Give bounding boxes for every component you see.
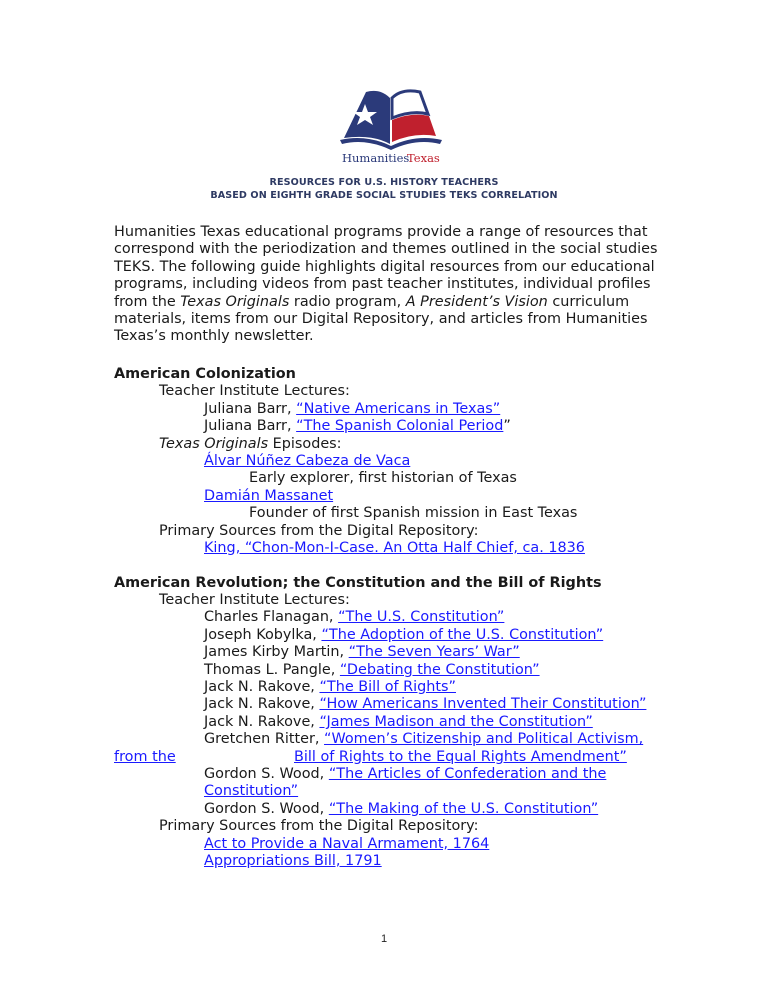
- lecture-link[interactable]: “James Madison and the Constitution”: [319, 713, 593, 730]
- lecture-item: [114, 662, 714, 679]
- sources-label: Primary Sources from the Digital Repository:: [159, 818, 479, 835]
- source-item: [114, 836, 714, 853]
- lecture-speaker: Thomas L. Pangle,: [204, 661, 340, 678]
- lecture-link[interactable]: “The Making of the U.S. Constitution”: [328, 800, 599, 817]
- intro-italic-texas-originals: Texas Originals: [180, 293, 290, 310]
- lecture-speaker: Gordon S. Wood,: [204, 800, 329, 817]
- lecture-link[interactable]: “Women’s Citizenship and Political Activism,: [324, 731, 644, 748]
- episode-description: Early explorer, first historian of Texas: [249, 470, 517, 487]
- lecture-link[interactable]: “Debating the Constitution”: [339, 661, 540, 678]
- lecture-speaker: Juliana Barr,: [204, 400, 297, 417]
- lecture-link[interactable]: “The Spanish Colonial Period: [296, 418, 504, 435]
- lecture-item: [114, 679, 714, 696]
- originals-label-italic: Texas Originals: [159, 435, 269, 452]
- lecture-link[interactable]: “The Articles of Confederation and the: [328, 765, 607, 782]
- lecture-item-wrap: [114, 749, 714, 766]
- logo-text-humanities: Humanities: [342, 151, 410, 165]
- source-link[interactable]: Act to Provide a Naval Armament, 1764: [204, 835, 490, 852]
- episode-description: Founder of first Spanish mission in East Texas: [249, 505, 578, 522]
- quote-suffix: ”: [503, 418, 511, 435]
- lecture-speaker: Jack N. Rakove,: [204, 713, 320, 730]
- lecture-item: [114, 801, 714, 818]
- originals-label-rest: Episodes:: [268, 435, 342, 452]
- lecture-speaker: Charles Flanagan,: [204, 609, 339, 626]
- originals-label: [114, 436, 714, 453]
- lecture-item: [114, 766, 714, 783]
- open-book-flag-icon: [336, 84, 446, 166]
- section-title: American Colonization: [114, 366, 296, 382]
- lecture-link-wrap[interactable]: Constitution”: [204, 783, 299, 800]
- page-number: 1: [380, 933, 388, 945]
- intro-italic-presidents-vision: A President’s Vision: [405, 293, 548, 310]
- resource-list: [114, 366, 714, 870]
- lecture-speaker: Jack N. Rakove,: [204, 696, 320, 713]
- lecture-link[interactable]: “The Seven Years’ War”: [348, 644, 520, 661]
- section-title: American Revolution; the Constitution and the Bill of Rights: [114, 574, 602, 591]
- lecture-item: [114, 401, 714, 418]
- intro-paragraph: [114, 224, 674, 346]
- lectures-label: Teacher Institute Lectures:: [159, 383, 350, 400]
- lecture-speaker: Joseph Kobylka,: [204, 626, 322, 643]
- episode-item: [114, 488, 714, 505]
- source-item: [114, 853, 714, 870]
- intro-text: curriculum materials, items from our Digital Repository, and articles from Humanities Texas’s monthly newsletter.: [114, 293, 648, 345]
- lecture-link-wrap-prefix[interactable]: from the: [114, 748, 176, 765]
- episode-link[interactable]: Álvar Núñez Cabeza de Vaca: [204, 452, 411, 469]
- lecture-item: [114, 418, 714, 435]
- lecture-item: [114, 644, 714, 661]
- lecture-item-wrap: [114, 783, 714, 800]
- lecture-speaker: James Kirby Martin,: [204, 644, 349, 661]
- lecture-speaker: Juliana Barr,: [204, 418, 297, 435]
- lecture-link[interactable]: “The Adoption of the U.S. Constitution”: [321, 626, 604, 643]
- document-heading: [0, 176, 768, 202]
- episode-link[interactable]: Damián Massanet: [204, 487, 334, 504]
- lecture-item: [114, 609, 714, 626]
- humanities-texas-logo: [336, 84, 446, 166]
- lecture-item: [114, 714, 714, 731]
- lecture-item: [114, 627, 714, 644]
- source-item: [114, 540, 714, 557]
- source-link[interactable]: King, “Chon-Mon-I-Case. An Otta Half Chief, ca. 1836: [204, 539, 585, 556]
- lecture-item: [114, 731, 714, 748]
- lecture-speaker: Jack N. Rakove,: [204, 679, 320, 696]
- lecture-speaker: Gordon S. Wood,: [204, 765, 329, 782]
- heading-line-1: RESOURCES FOR U.S. HISTORY TEACHERS: [269, 177, 499, 188]
- lecture-link[interactable]: “How Americans Invented Their Constitution”: [319, 696, 647, 713]
- episode-item: [114, 453, 714, 470]
- logo-text-texas: Texas: [407, 151, 440, 165]
- intro-text: Humanities Texas educational programs provide a range of resources that correspond with the periodization and themes outlined in the social studies TEKS. The following guide highlights digital resources from our educational programs, including videos from past teacher institutes, individual profiles from the: [114, 224, 658, 310]
- lecture-link[interactable]: “The U.S. Constitution”: [338, 609, 505, 626]
- lecture-link[interactable]: “The Bill of Rights”: [319, 679, 456, 696]
- lecture-item: [114, 696, 714, 713]
- heading-line-2: BASED ON EIGHTH GRADE SOCIAL STUDIES TEKS CORRELATION: [210, 190, 558, 201]
- lecture-speaker: Gretchen Ritter,: [204, 731, 325, 748]
- sources-label: Primary Sources from the Digital Repository:: [159, 522, 479, 539]
- source-link[interactable]: Appropriations Bill, 1791: [204, 852, 382, 869]
- lecture-link-wrap[interactable]: Bill of Rights to the Equal Rights Amendment”: [294, 748, 627, 765]
- intro-text: radio program,: [289, 293, 406, 310]
- lecture-link[interactable]: “Native Americans in Texas”: [296, 400, 501, 417]
- lectures-label: Teacher Institute Lectures:: [159, 592, 350, 609]
